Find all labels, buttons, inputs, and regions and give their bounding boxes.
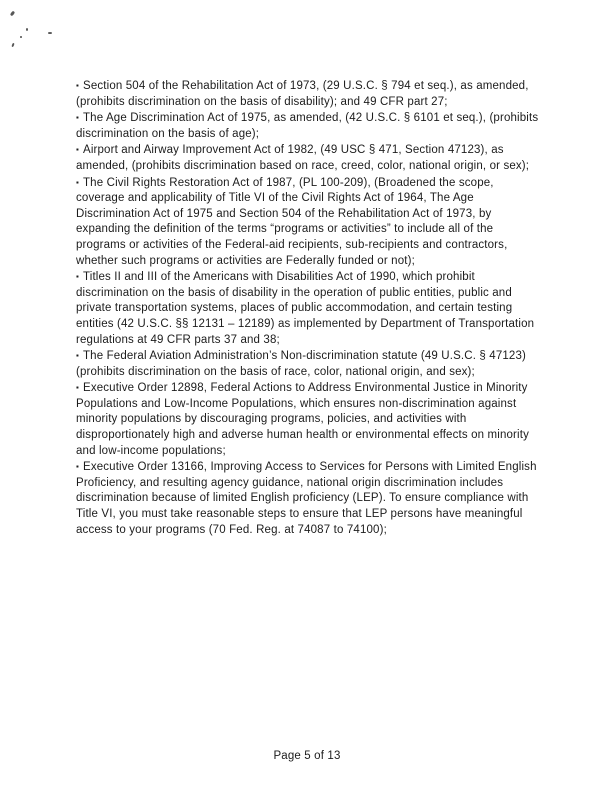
bullet-square-icon: ▪ xyxy=(76,383,79,393)
bullet-item xyxy=(76,348,542,380)
bullet-square-icon: ▪ xyxy=(76,113,79,123)
scan-artifact-mark xyxy=(11,43,14,47)
bullet-text: The Age Discrimination Act of 1975, as amended, (42 U.S.C. § 6101 et seq.), (prohibits discrimination on the basis of age); xyxy=(76,112,539,140)
bullet-text: Executive Order 13166, Improving Access to Services for Persons with Limited English Proficiency, and resulting agency guidance, national origin discrimination includes discrimination because of limited English proficiency (LEP). To ensure compliance with Title VI, you must take reasonable steps to ensure that LEP persons have meaningful access to your programs (70 Fed. Reg. at 74087 to 74100); xyxy=(76,461,537,536)
bullet-item xyxy=(76,269,542,348)
bullet-text: Executive Order 12898, Federal Actions to Address Environmental Justice in Minority Populations and Low-Income Populations, which ensures non-discrimination against minority populations by discouraging programs, policies, and activities with disproportionately high and adverse human health or environmental effects on minority and low-income populations; xyxy=(76,382,529,457)
bullet-text: The Civil Rights Restoration Act of 1987, (PL 100-209), (Broadened the scope, coverage and applicability of Title VI of the Civil Rights Act of 1964, The Age Discrimination Act of 1975 and Section 504 of the Rehabilitation Act of 1973, by expanding the definition of the terms “programs or activities” to include all of the programs or activities of the Federal-aid recipients, sub-recipients and contractors, whether such programs or activities are Federally funded or not); xyxy=(76,176,508,267)
page-number: Page 5 of 13 xyxy=(273,750,341,762)
bullet-square-icon: ▪ xyxy=(76,272,79,282)
page-body xyxy=(76,78,542,538)
bullet-item xyxy=(76,110,542,142)
scan-artifact-mark xyxy=(48,32,52,34)
bullet-square-icon: ▪ xyxy=(76,462,79,472)
bullet-item xyxy=(76,142,542,174)
bullet-item xyxy=(76,459,542,538)
bullet-item xyxy=(76,380,542,459)
scan-artifact-mark xyxy=(26,28,28,31)
bullet-square-icon: ▪ xyxy=(76,81,79,90)
bullet-text: The Federal Aviation Administration’s Non-discrimination statute (49 U.S.C. § 47123) (prohibits discrimination on the basis of race, color, national origin, and sex); xyxy=(76,350,527,378)
bullet-square-icon: ▪ xyxy=(76,177,79,187)
bullet-text: Airport and Airway Improvement Act of 1982, (49 USC § 471, Section 47123), as amended, (prohibits discrimination based on race, creed, color, national origin, or sex); xyxy=(76,144,530,172)
bullet-item xyxy=(76,175,542,270)
scan-artifact-mark xyxy=(20,36,22,38)
bullet-square-icon: ▪ xyxy=(76,351,79,361)
bullet-square-icon: ▪ xyxy=(76,145,79,155)
bullet-text: Titles II and III of the Americans with Disabilities Act of 1990, which prohibit discrimination on the basis of disability in the operation of public entities, public and private transportation systems, places of public accommodation, and certain testing entities (42 U.S.C. §§ 12131 – 12189) as implemented by Department of Transportation regulations at 49 CFR parts 37 and 38; xyxy=(76,271,535,346)
bullet-item xyxy=(76,78,542,110)
scan-artifact-mark xyxy=(10,11,15,17)
bullet-text: Section 504 of the Rehabilitation Act of 1973, (29 U.S.C. § 794 et seq.), as amended, (prohibits discrimination on the basis of disability); and 49 CFR part 27; xyxy=(76,80,529,108)
